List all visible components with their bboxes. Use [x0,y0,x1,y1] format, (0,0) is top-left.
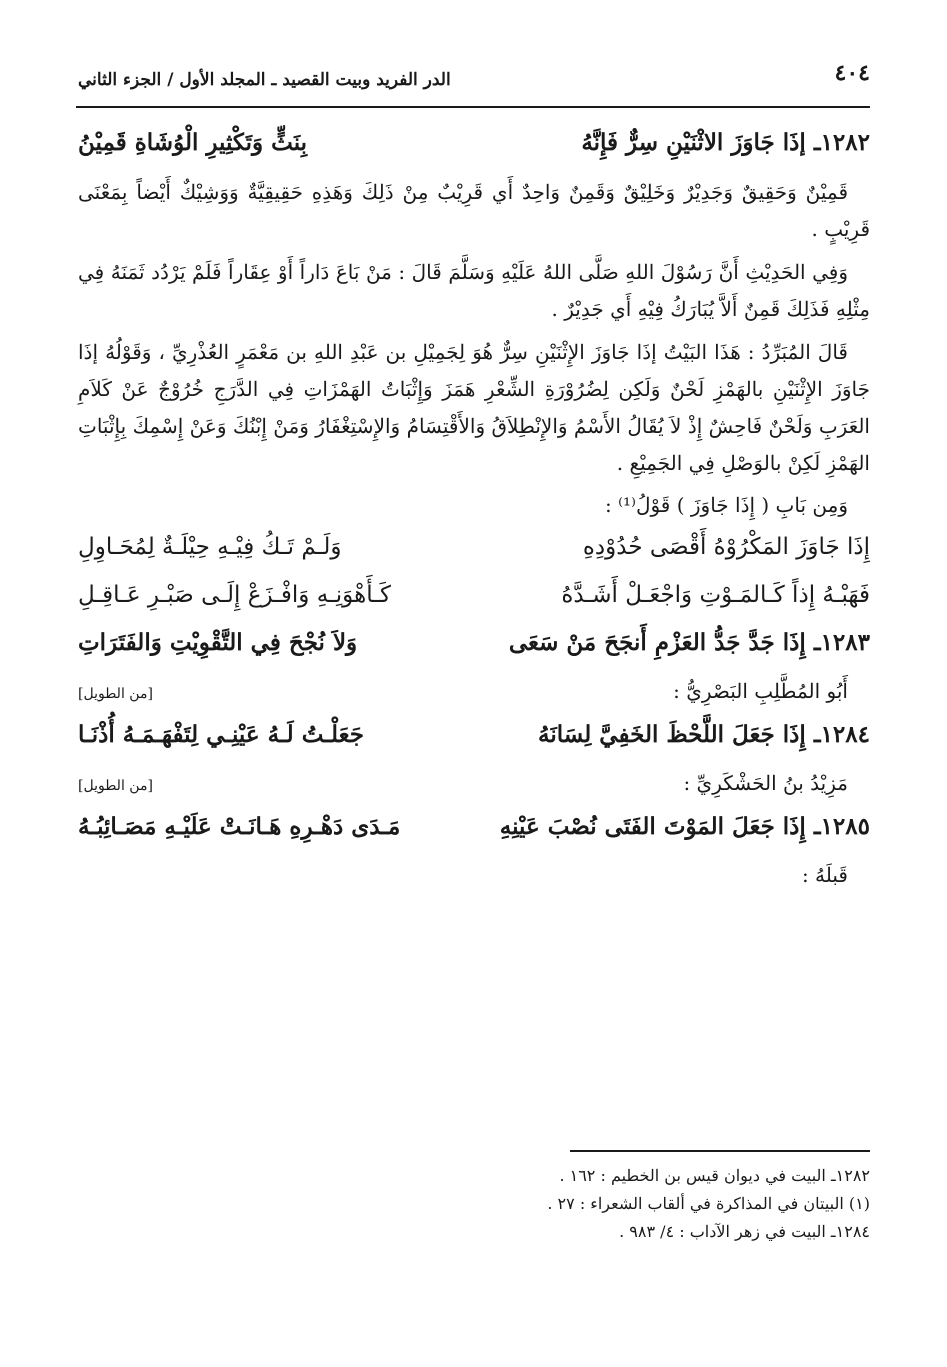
verse-1285-second-hemistich: مَـدَى دَهْـرِهِ هَـانَـتْ عَلَيْـهِ مَصَـائِبُـهُ [78,813,401,840]
poet-name: مَزِيْدُ بنُ الحَشْكَرِيِّ : [683,771,848,795]
verse-a [78,530,870,578]
verse-1284 [78,718,870,766]
bab-introduction: وَمِن بَابِ ( إِذَا جَاوَزَ ) قَوْلُ⁽¹⁾ : [604,493,848,517]
hemistich-text: إِذَا جَدَّ جَدُّ العَزْمِ أَنجَحَ مَنْ سَعَى [508,629,806,656]
page-header [78,52,870,100]
verse-1282-first-hemistich [581,126,870,160]
meter-label: [من الطويل] [78,686,153,702]
verse-1284-second-hemistich: جَعَلْـتُ لَـهُ عَيْنِـي لِتَفْهَـمَـهُ أُذْنَـا [78,721,364,748]
running-title: الدر الفريد وبيت القصيد ـ المجلد الأول / الجزء الثاني [78,70,451,90]
hemistich-text: إِذَا جَعَلَ المَوْتَ الفَتَى نُصْبَ عَيْنِهِ [499,813,806,840]
verse-number: ١٢٨٢ـ [813,129,870,156]
verse-b-first-hemistich: فَهَبْـهُ إِذاً كَـالمَـوْتِ وَاجْعَـلْ أَشَـدَّهُ [561,582,870,608]
verse-b [78,578,870,626]
footnotes [78,1150,870,1246]
verse-number: ١٢٨٥ـ [813,813,870,840]
verse-1282-second-hemistich: بِنَثٍّ وَتَكْثِيرِ الْوُشَاةِ قَمِيْنُ [78,129,308,156]
verse-1285 [78,810,870,858]
page-number: ٤٠٤ [834,60,870,86]
verse-number: ١٢٨٤ـ [813,721,870,748]
verse-1283-second-hemistich: وَلاَ نُجْحَ فِي التَّقْوِيْتِ وَالفَتَرَاتِ [78,629,358,656]
qablahu-label: قَبلَهُ : [801,863,848,887]
verse-1284-first-hemistich [538,718,870,752]
poet-intro-1284 [78,674,870,718]
verse-a-first-hemistich: إِذَا جَاوَزَ المَكْرُوْهُ أَقْصَى حُدُوْدِهِ [582,534,870,560]
verse-number: ١٢٨٣ـ [813,629,870,656]
footnote-rule [570,1150,870,1152]
page-body [78,126,870,900]
commentary-paragraph-2: وَفِي الحَدِيْثِ أَنَّ رَسُوْلَ اللهِ صَلَّى اللهُ عَلَيْهِ وَسَلَّمَ قَالَ : مَنْ بَاعَ دَاراً أَوْ عِقَاراً فَلَمْ يَرْدُد ثَمَنَهُ فِي مِثْلِهِ فَذَلِكَ قَمِنٌ أَلاَّ يُبَارَكُ فِيْهِ أَي جَدِيْرٌ . [78,260,870,321]
footnote-1: (١) البيتان في المذاكرة في ألقاب الشعراء : ٢٧ . [547,1194,870,1213]
commentary-paragraph-3: قَالَ المُبَرِّدُ : هَذَا البَيْتُ إذَا جَاوَزَ الإِثْنَيْنِ سِرٌّ هُوَ لِجَمِيْلِ بن عَبْدِ اللهِ بن مَعْمَرٍ العُذْرِيِّ ، وَقَوْلُهُ إذَا جَاوَزَ الإِثْنَيْنِ بالهَمْزِ لَحْنٌ وَلَكِن لِضُرُوْرَةِ الشِّعْرِ هَمَزَ وَإِثْبَاتُ الهَمْزَاتِ فِي الدَّرَجِ خُرُوْجٌ عَنْ كَلاَمِ العَرَبِ وَلَحْنٌ فَاحِشٌ إِذْ لاَ يُقَالُ الأَسْمُ وَالإِنْطِلاَقُ وَالأَقْتِسَامُ وَالإِسْتِغْفَارُ وَمَنْ إِبْنُكَ وَعَنْ إِسْمِكَ بِإِثْبَاتِ الهَمْزِ لَكِنْ بالوَصْلِ فِي الجَمِيْعِ . [78,340,870,475]
hemistich-text: إذَا جَاوَزَ الاثْنَيْنِ سِرٌّ فَإِنَّهُ [581,129,806,156]
hemistich-text: إِذَا جَعَلَ اللَّحْظَ الخَفِيَّ لِسَانَهُ [538,721,806,748]
poet-intro-1285 [78,766,870,810]
header-rule [76,106,870,108]
verse-1282 [78,126,870,174]
verse-1283-first-hemistich [509,626,870,660]
verse-a-second-hemistich: وَلَـمْ تَـكُ فِيْـهِ حِيْلَـةٌ لِمُحَـاوِلِ [78,534,342,560]
footnote-1284: ١٢٨٤ـ البيت في زهر الآداب : ٤/ ٩٨٣ . [619,1222,870,1241]
verse-1285-first-hemistich [500,810,870,844]
meter-label: [من الطويل] [78,778,153,794]
poet-name: أَبُو المُطَّلِبِ البَصْرِيُّ : [673,679,848,703]
commentary-paragraph-1: قَمِيْنٌ وَحَقِيقٌ وَجَدِيْرٌ وَخَلِيْقٌ وَقَمِنٌ وَاحِدٌ أَي قَرِيْبٌ مِنْ ذَلِكَ وَهَذِهِ حَقِيقِيَّةٌ وَوَشِيْكٌ أَيْضاً بِمَعْنَى قَرِيْبٍ . [78,180,870,241]
book-page [78,52,870,1241]
verse-1283 [78,626,870,674]
footnote-1282: ١٢٨٢ـ البيت في ديوان قيس بن الخطيم : ١٦٢ . [559,1166,870,1185]
verse-b-second-hemistich: كَـأَهْوَنِـهِ وَافْـزَعْ إِلَـى صَبْـرِ عَـاقِـلِ [78,582,391,608]
